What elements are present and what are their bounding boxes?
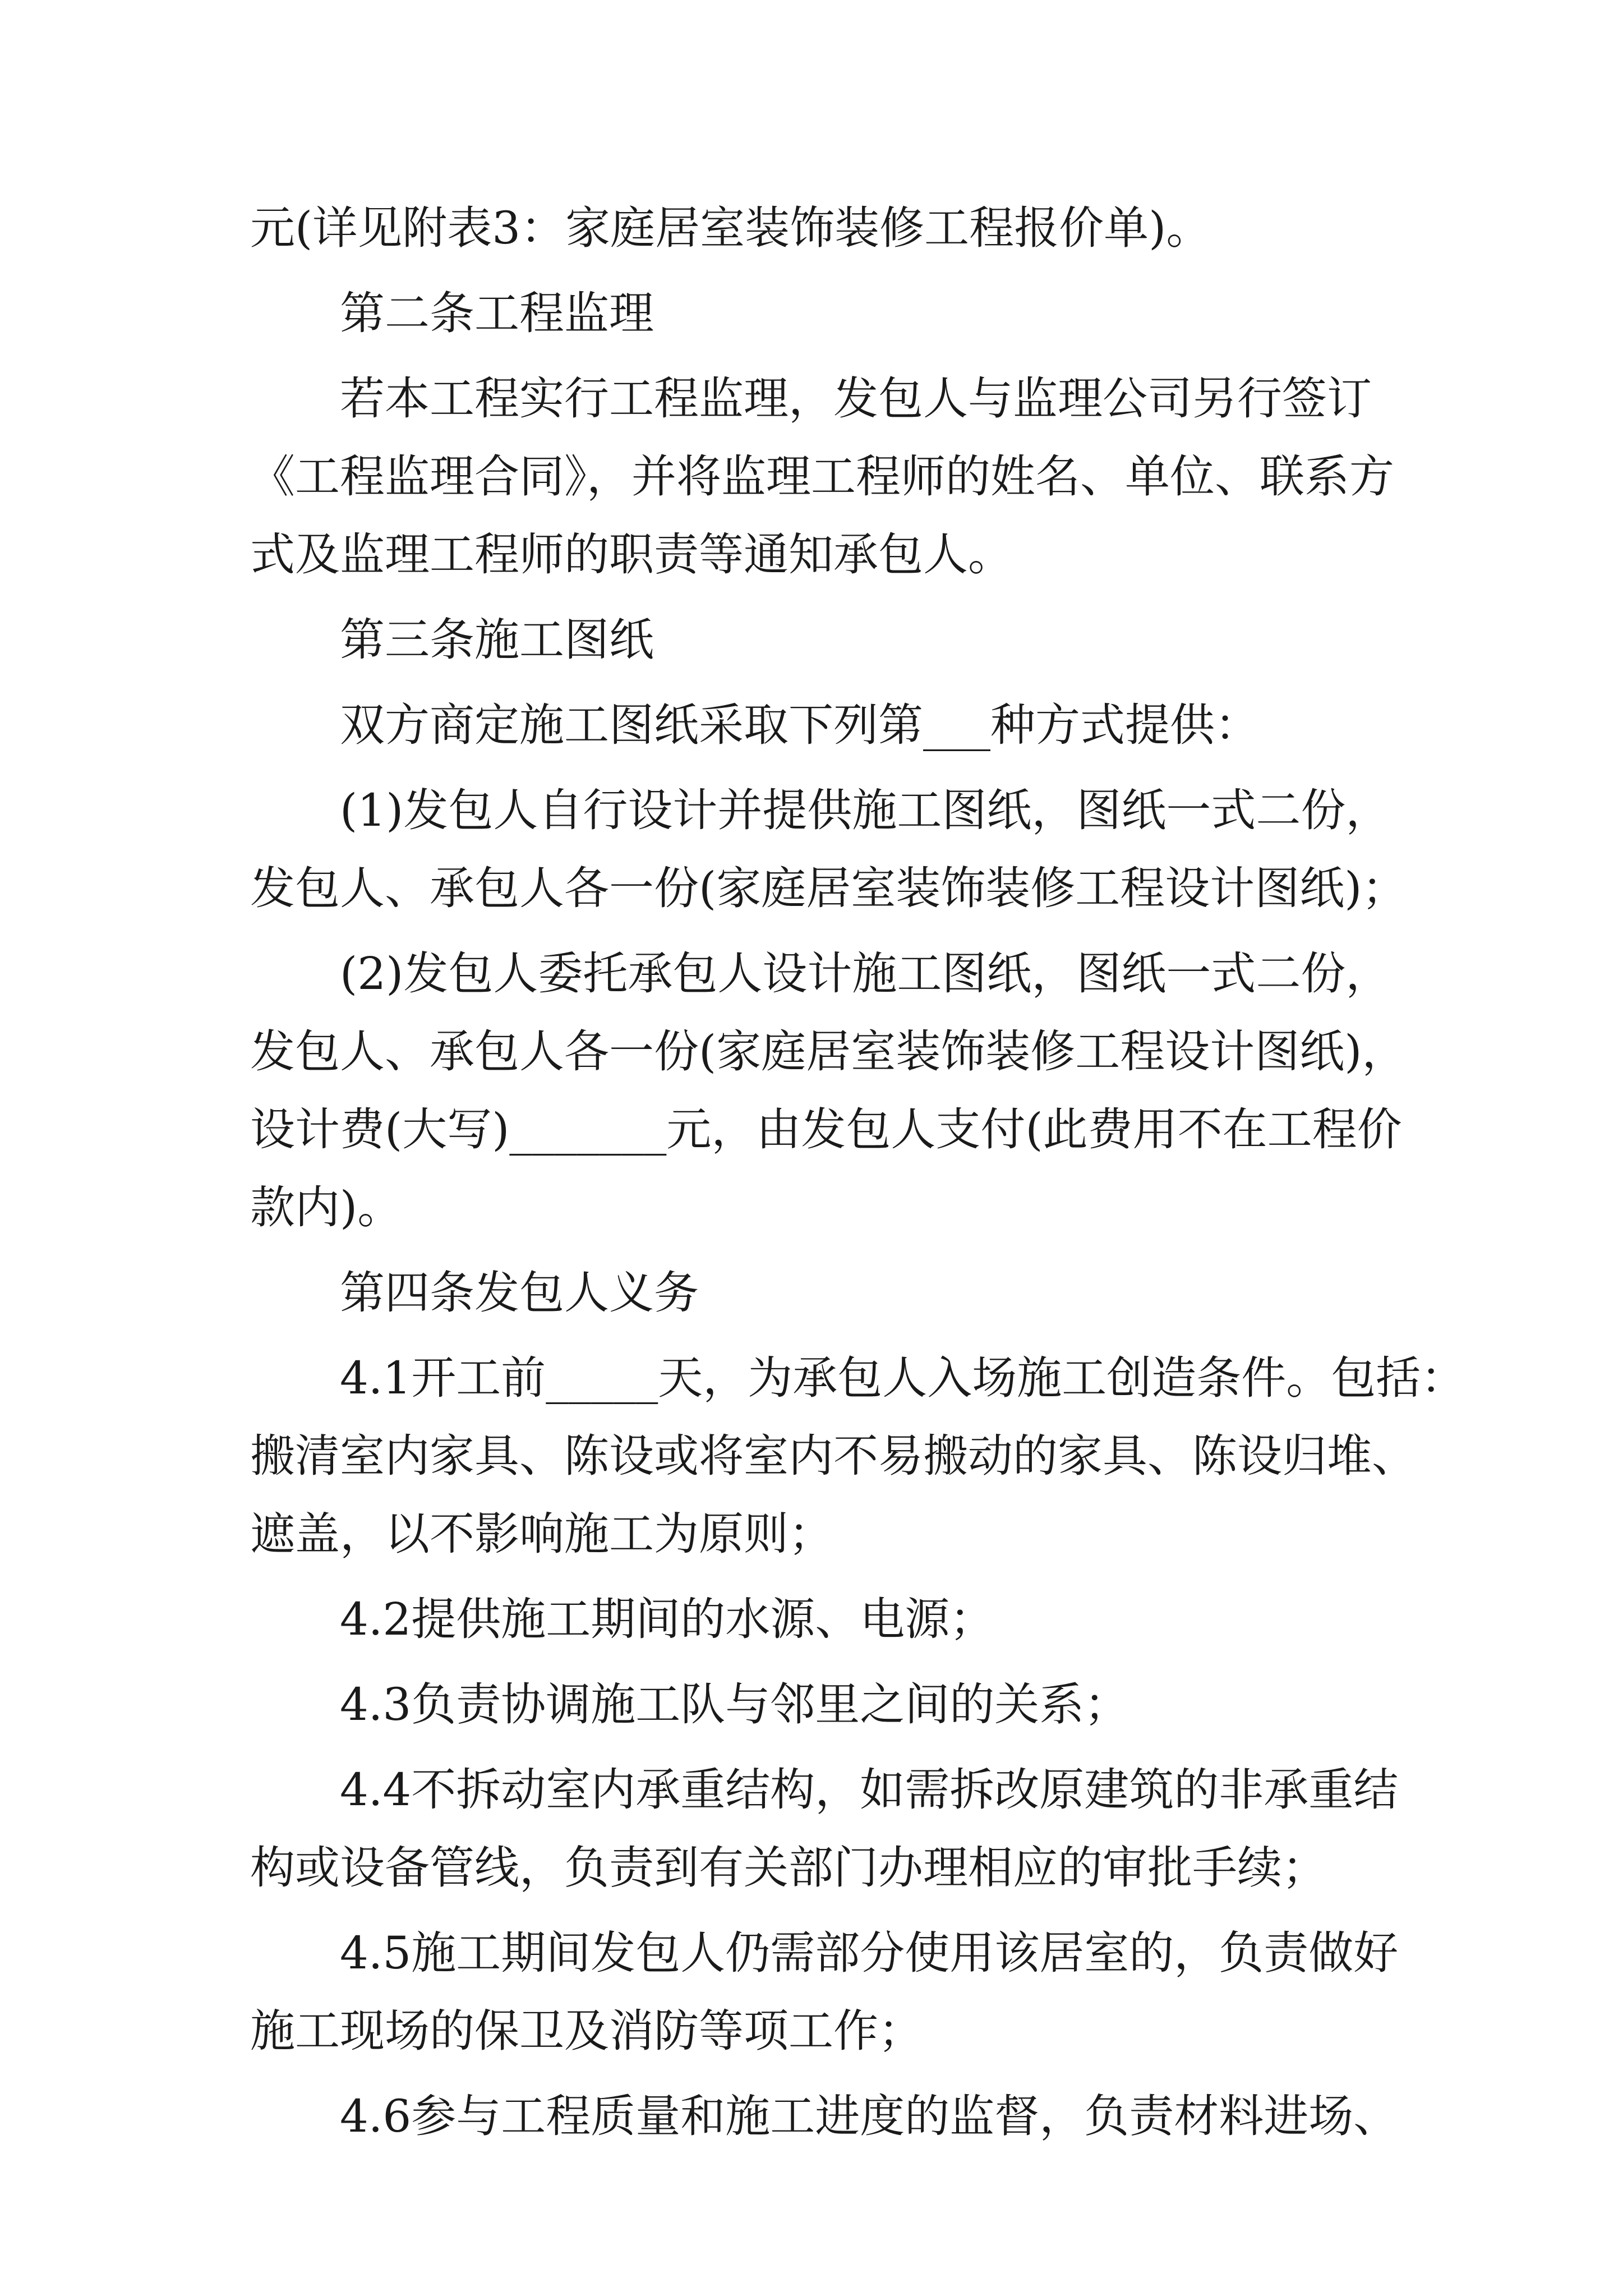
section-heading: 第三条施工图纸 <box>340 614 654 666</box>
text-line: 款内)。 <box>250 1181 403 1234</box>
text-line: 构或设备管线，负责到有关部门办理相应的审批手续； <box>250 1842 1327 1894</box>
text-line: 4.4不拆动室内承重结构，如需拆改原建筑的非承重结 <box>340 1764 1399 1816</box>
text-line: 4.3负责协调施工队与邻里之间的关系； <box>340 1678 1129 1731</box>
text-line: 施工现场的保卫及消防等项工作； <box>250 2005 923 2057</box>
text-line: 式及监理工程师的职责等通知承包人。 <box>250 528 1013 581</box>
text-line: 元(详见附表3：家庭居室装饰装修工程报价单)。 <box>250 202 1211 254</box>
text-line: 《工程监理合同》，并将监理工程师的姓名、单位、联系方 <box>250 450 1394 503</box>
text-line: 4.2提供施工期间的水源、电源； <box>340 1593 995 1645</box>
text-line: 设计费(大写)_______元，由发包人支付(此费用不在工程价 <box>250 1103 1402 1156</box>
text-line: 发包人、承包人各一份(家庭居室装饰装修工程设计图纸)； <box>250 862 1407 914</box>
section-heading: 第二条工程监理 <box>340 287 654 339</box>
text-line: 4.6参与工程质量和施工进度的监督，负责材料进场、 <box>340 2090 1399 2142</box>
text-line: 双方商定施工图纸采取下列第___种方式提供： <box>340 699 1260 751</box>
text-line: (1)发包人自行设计并提供施工图纸，图纸一式二份， <box>340 784 1391 836</box>
text-line: 4.1开工前_____天，为承包人入场施工创造条件。包括： <box>340 1352 1466 1404</box>
text-line: 发包人、承包人各一份(家庭居室装饰装修工程设计图纸)， <box>250 1025 1407 1078</box>
text-line: 搬清室内家具、陈设或将室内不易搬动的家具、陈设归堆、 <box>250 1430 1417 1482</box>
section-heading: 第四条发包人义务 <box>340 1267 699 1319</box>
text-line: 遮盖，以不影响施工为原则； <box>250 1508 833 1560</box>
text-line: (2)发包人委托承包人设计施工图纸，图纸一式二份， <box>340 947 1391 1000</box>
text-line: 若本工程实行工程监理，发包人与监理公司另行签订 <box>340 372 1372 425</box>
text-line: 4.5施工期间发包人仍需部分使用该居室的，负责做好 <box>340 1927 1399 1979</box>
